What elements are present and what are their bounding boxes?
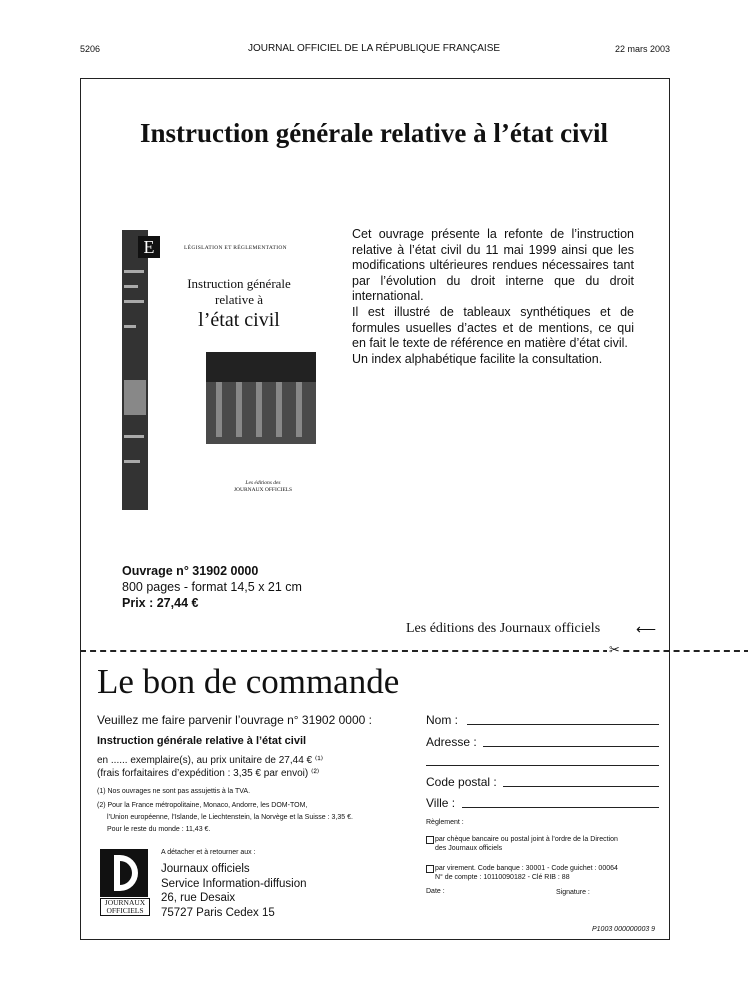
ouvrage-info bbox=[122, 563, 302, 611]
cover-photo bbox=[206, 352, 316, 444]
cheque-line-2: des Journaux officiels bbox=[435, 845, 503, 852]
address-line-3: 26, rue Desaix bbox=[161, 892, 236, 904]
editions-label: Les éditions des Journaux officiels bbox=[406, 621, 601, 636]
virement-checkbox[interactable] bbox=[426, 865, 434, 873]
page-number: 5206 bbox=[80, 44, 101, 54]
description-paragraph-2: Il est illustré de tableaux synthétiques et de formules usuelles d’actes et de mentions, ce qui en fait le texte de référence en matière d’état civil. bbox=[352, 304, 634, 351]
reference-code: P1003 000000003 9 bbox=[592, 926, 656, 933]
book-spine bbox=[122, 230, 148, 510]
cheque-checkbox[interactable] bbox=[426, 836, 434, 844]
note-2c: Pour le reste du monde : 11,43 €. bbox=[107, 826, 211, 833]
adresse-field-2[interactable] bbox=[426, 765, 659, 766]
order-intro: Veuillez me faire parvenir l’ouvrage n° 31902 0000 : bbox=[97, 713, 372, 727]
address-line-2: Service Information-diffusion bbox=[161, 877, 307, 890]
address-line-1: Journaux officiels bbox=[161, 863, 250, 875]
virement-label bbox=[435, 864, 618, 882]
cover-series: LÉGISLATION ET RÉGLEMENTATION bbox=[184, 245, 287, 251]
cover-title-line2: relative à bbox=[215, 292, 263, 307]
adresse-label: Adresse : bbox=[426, 735, 477, 749]
journaux-officiels-logo bbox=[100, 849, 148, 917]
order-form-title: Le bon de commande bbox=[97, 662, 400, 701]
adresse-field[interactable] bbox=[483, 746, 659, 747]
description-paragraph-1: Cet ouvrage présente la refonte de l’instruction relative à l’état civil du 11 mai 1999 ainsi que les modifications ultérieures rendues nécessaires tant par l’évolution du droit interne que du droit international. bbox=[352, 227, 634, 304]
journal-title: JOURNAL OFFICIEL DE LA RÉPUBLIQUE FRANÇAISE bbox=[247, 43, 501, 54]
header-date: 22 mars 2003 bbox=[614, 44, 670, 54]
nom-label: Nom : bbox=[426, 713, 459, 727]
order-book-title: Instruction générale relative à l’état civil bbox=[97, 735, 307, 747]
virement-line-1: par virement. Code banque : 30001 - Code guichet : 00064 bbox=[435, 865, 618, 872]
detach-label: A détacher et à retourner aux : bbox=[161, 849, 256, 856]
ouvrage-pages: 800 pages - format 14,5 x 21 cm bbox=[122, 580, 302, 594]
order-quantity-line: en ...... exemplaire(s), au prix unitaire de 27,44 € ⁽¹⁾ bbox=[97, 755, 324, 766]
description-paragraph-3: Un index alphabétique facilite la consultation. bbox=[352, 351, 603, 366]
logo-text-1: JOURNAUX bbox=[104, 898, 146, 907]
note-2b: l’Union européenne, l’Islande, le Liechtenstein, la Norvège et la Suisse : 3,35 €. bbox=[107, 814, 353, 821]
ouvrage-number: Ouvrage n° 31902 0000 bbox=[122, 564, 259, 578]
note-2a: (2) Pour la France métropolitaine, Monaco, Andorre, les DOM-TOM, bbox=[97, 802, 308, 809]
arrow-left-icon: ⟵ bbox=[636, 621, 657, 637]
cover-title-line3: l’état civil bbox=[198, 309, 280, 331]
cheque-line-1: par chèque bancaire ou postal joint à l’ordre de la Direction bbox=[435, 836, 618, 843]
date-label: Date : bbox=[426, 888, 445, 895]
order-shipping-line: (frais forfaitaires d’expédition : 3,35 € par envoi) ⁽²⁾ bbox=[97, 768, 320, 779]
nom-field[interactable] bbox=[467, 724, 659, 725]
signature-label: Signature : bbox=[556, 889, 590, 896]
logo-text-2: OFFICIELS bbox=[106, 906, 144, 915]
note-1: (1) Nos ouvrages ne sont pas assujettis à la TVA. bbox=[97, 788, 251, 795]
book-description bbox=[352, 227, 634, 367]
ville-label: Ville : bbox=[426, 796, 456, 810]
code-postal-field[interactable] bbox=[503, 786, 659, 787]
cover-title-line1: Instruction générale bbox=[187, 276, 291, 291]
address-line-4: 75727 Paris Cedex 15 bbox=[161, 906, 275, 919]
cover-publisher-line1: Les éditions des bbox=[245, 480, 281, 486]
cover-publisher-line2: JOURNAUX OFFICIELS bbox=[233, 487, 293, 493]
cut-line bbox=[80, 650, 748, 652]
virement-line-2: N° de compte : 10110090182 - Clé RIB : 88 bbox=[435, 874, 570, 881]
cheque-label bbox=[435, 835, 618, 853]
return-address bbox=[161, 862, 307, 920]
reglement-label: Règlement : bbox=[426, 819, 464, 826]
book-cover-image bbox=[122, 230, 330, 510]
scissors-icon: ✂ bbox=[609, 642, 620, 657]
cover-logo: E bbox=[138, 236, 160, 258]
ad-title: Instruction générale relative à l’état civil bbox=[139, 118, 609, 148]
ouvrage-price: Prix : 27,44 € bbox=[122, 596, 199, 610]
ville-field[interactable] bbox=[462, 807, 659, 808]
code-postal-label: Code postal : bbox=[426, 775, 497, 789]
